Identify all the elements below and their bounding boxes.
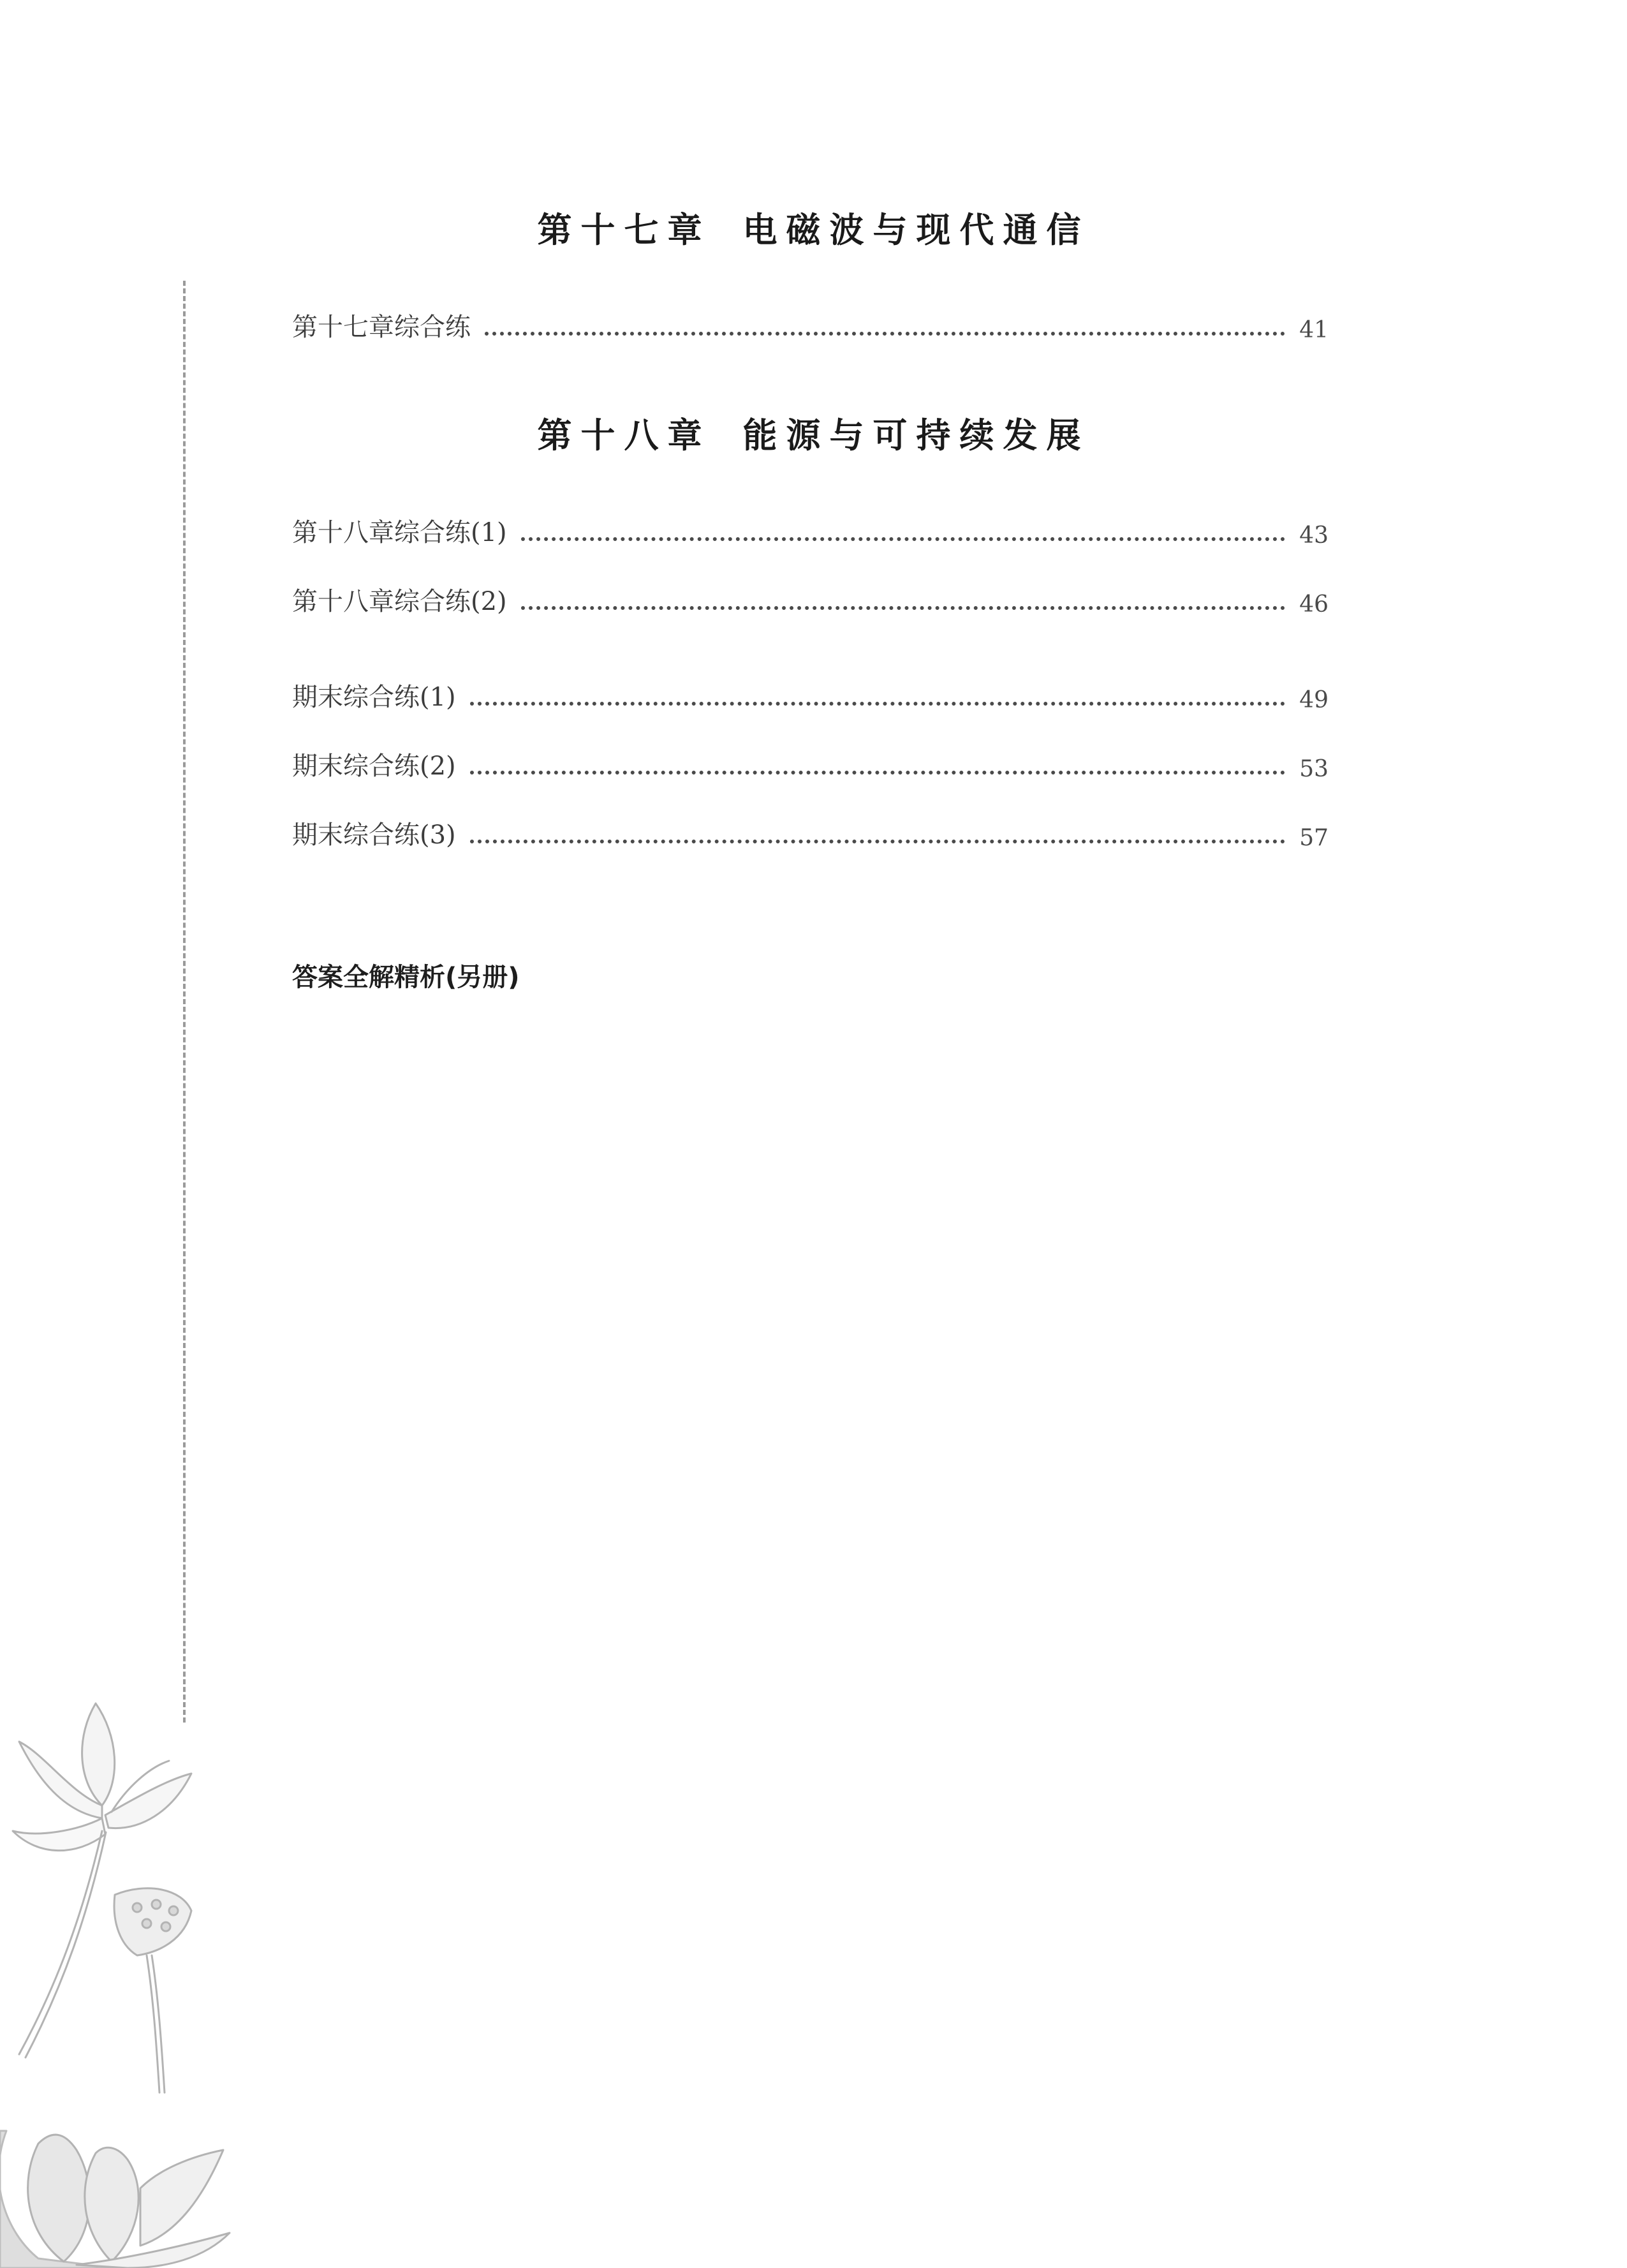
toc-entry-page: 53	[1299, 756, 1329, 782]
toc-entry[interactable]	[292, 813, 1329, 851]
chapter-18-number: 第十八章	[537, 415, 711, 456]
chapter-17-title: 电磁波与现代通信	[742, 209, 1090, 250]
toc-entry[interactable]	[292, 510, 1329, 549]
toc-entry[interactable]	[292, 579, 1329, 618]
toc-entry-label: 第十八章综合练(2)	[292, 587, 507, 616]
toc-entry-label: 期末综合练(3)	[292, 820, 456, 850]
margin-dashed-line	[183, 281, 186, 1723]
toc-entry[interactable]	[292, 675, 1329, 713]
toc-entry[interactable]	[292, 305, 1329, 343]
dot-leader	[521, 537, 1285, 541]
chapter-17-number: 第十七章	[537, 209, 711, 250]
toc-entry[interactable]	[292, 744, 1329, 782]
toc-entry-page: 57	[1299, 825, 1329, 851]
toc-entry-page: 43	[1299, 523, 1329, 549]
lotus-icon	[0, 1684, 268, 2268]
dot-leader	[470, 771, 1285, 775]
chapter-18-title: 能源与可持续发展	[742, 415, 1090, 456]
chapter-17-heading	[0, 203, 1627, 252]
toc-entry-label: 期末综合练(1)	[292, 683, 456, 712]
dot-leader	[470, 840, 1285, 843]
toc-entry-label: 期末综合练(2)	[292, 752, 456, 781]
toc-entry-page: 49	[1299, 687, 1329, 713]
dot-leader	[470, 702, 1285, 706]
toc-entry-page: 46	[1299, 591, 1329, 618]
dot-leader	[485, 332, 1285, 336]
answer-key-title: 答案全解精析(另册)	[292, 963, 520, 992]
chapter-18-heading	[0, 408, 1627, 457]
toc-entry-page: 41	[1299, 317, 1329, 343]
toc-entry-label: 第十八章综合练(1)	[292, 518, 507, 547]
dot-leader	[521, 606, 1285, 610]
toc-entry-label: 第十七章综合练	[292, 313, 471, 342]
